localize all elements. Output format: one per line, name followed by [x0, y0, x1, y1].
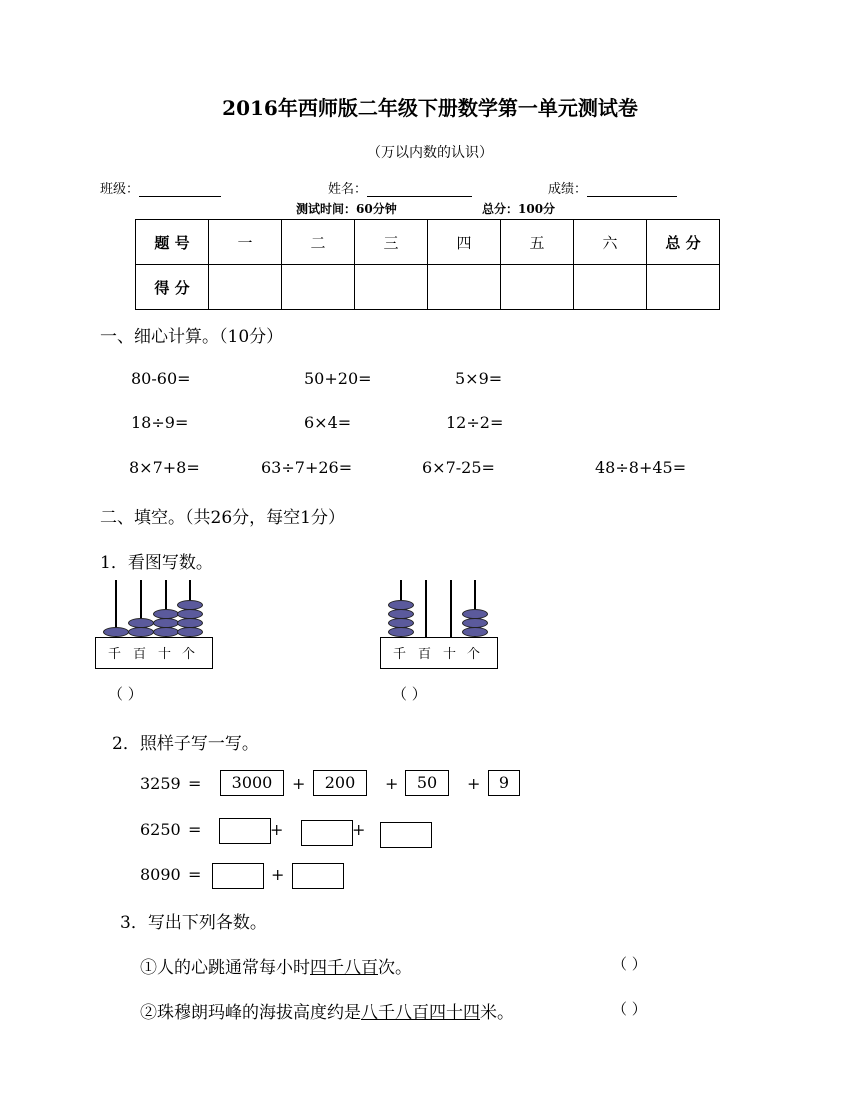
abacus-bead: [462, 627, 488, 637]
question-1: 1．看图写数。: [100, 553, 213, 573]
abacus-rod: [450, 580, 452, 637]
question-3a-end: 次。: [378, 958, 412, 978]
abacus-bead: [153, 609, 179, 619]
calc-item: 50+20=: [304, 369, 372, 388]
place-label: 千: [108, 647, 122, 662]
abacus-bead: [128, 618, 154, 628]
abacus-bead: [128, 627, 154, 637]
abacus-bead: [153, 627, 179, 637]
score-header-cell: 二: [282, 220, 355, 265]
calc-item: 6×4=: [304, 413, 352, 432]
page-subtitle: （万以内数的认识）: [367, 145, 493, 161]
plus-sign: +: [292, 774, 306, 793]
plus-sign: +: [385, 774, 399, 793]
calc-item: 12÷2=: [446, 413, 504, 432]
name-label: 姓名：: [328, 182, 368, 197]
place-label: 百: [418, 647, 432, 662]
score-header-cell: 题 号: [136, 220, 209, 265]
question-3b-end: 米。: [480, 1003, 514, 1023]
score-cell: [209, 265, 282, 310]
score-cell: [282, 265, 355, 310]
score-label: 成绩：: [548, 182, 588, 197]
score-table-header-row: [136, 220, 720, 265]
abacus-bead: [103, 627, 129, 637]
score-header-cell: 一: [209, 220, 282, 265]
score-table-score-row: [136, 265, 720, 310]
calc-item: 8×7+8=: [129, 458, 200, 477]
place-label: 千: [393, 647, 407, 662]
example-part-box: 3000: [220, 770, 284, 796]
class-blank: [139, 183, 221, 197]
abacus-bead: [177, 627, 203, 637]
score-header-cell: 总 分: [647, 220, 720, 265]
question-3: 3．写出下列各数。: [120, 913, 267, 933]
question-3a: [140, 953, 412, 978]
answer-box[interactable]: [301, 820, 353, 846]
question-3b-underlined: 八千八百四十四: [361, 1003, 480, 1023]
equals-sign: =: [188, 774, 202, 793]
calc-item: 80-60=: [131, 369, 191, 388]
abacus-rod: [425, 580, 427, 637]
equals-sign: =: [188, 820, 202, 839]
abacus-bead: [388, 627, 414, 637]
question-3a-text: ①人的心跳通常每小时: [140, 958, 310, 978]
calc-item: 63÷7+26=: [261, 458, 353, 477]
abacus: [380, 580, 500, 672]
answer-box[interactable]: [292, 863, 344, 889]
score-cell: [428, 265, 501, 310]
question-3b-text: ②珠穆朗玛峰的海拔高度约是: [140, 1003, 361, 1023]
example-number: 3259: [140, 774, 181, 793]
plus-sign: +: [270, 820, 284, 839]
score-field: [548, 178, 677, 197]
score-header-cell: 六: [574, 220, 647, 265]
score-table: [135, 219, 720, 310]
example-part-box: 50: [405, 770, 449, 796]
section1-heading: 一、细心计算。（10分）: [100, 327, 284, 347]
plus-sign: +: [271, 865, 285, 884]
equals-sign: =: [188, 865, 202, 884]
answer-paren: （ ）: [612, 1000, 647, 1018]
score-cell: [647, 265, 720, 310]
abacus-frame: [380, 637, 498, 669]
score-cell: [355, 265, 428, 310]
score-header-cell: 三: [355, 220, 428, 265]
place-label: 个: [467, 647, 481, 662]
abacus-bead: [388, 600, 414, 610]
abacus-bead: [462, 609, 488, 619]
section2-heading: 二、填空。（共26分，每空1分）: [100, 508, 345, 528]
answer-paren: （ ）: [392, 685, 427, 703]
name-field: [328, 178, 472, 197]
place-label: 十: [158, 647, 172, 662]
calc-item: 18÷9=: [131, 413, 189, 432]
calc-item: 6×7-25=: [422, 458, 495, 477]
score-header-cell: 四: [428, 220, 501, 265]
problem-number: 8090: [140, 865, 181, 884]
abacus-bead: [177, 609, 203, 619]
name-blank: [367, 183, 472, 197]
score-cell: [574, 265, 647, 310]
score-header-cell: 五: [501, 220, 574, 265]
answer-box[interactable]: [212, 863, 264, 889]
place-label: 个: [182, 647, 196, 662]
calc-item: 5×9=: [455, 369, 503, 388]
problem-number: 6250: [140, 820, 181, 839]
answer-paren: （ ）: [108, 685, 143, 703]
score-row-label: 得 分: [136, 265, 209, 310]
score-cell: [501, 265, 574, 310]
example-part-box: 200: [313, 770, 367, 796]
answer-paren: （ ）: [612, 955, 647, 973]
calc-item: 48÷8+45=: [595, 458, 687, 477]
example-part-box: 9: [488, 770, 520, 796]
answer-box[interactable]: [219, 818, 271, 844]
question-3a-underlined: 四千八百: [310, 958, 378, 978]
abacus-bead: [177, 600, 203, 610]
page-title: 2016年西师版二年级下册数学第一单元测试卷: [222, 96, 638, 120]
plus-sign: +: [352, 820, 366, 839]
total-score: 总分：100分: [482, 202, 556, 216]
plus-sign: +: [467, 774, 481, 793]
test-time: 测试时间：60分钟: [296, 202, 397, 216]
abacus-bead: [388, 618, 414, 628]
answer-box[interactable]: [380, 822, 432, 848]
class-label: 班级：: [100, 182, 140, 197]
abacus-frame: [95, 637, 213, 669]
question-3b: [140, 998, 514, 1023]
abacus-bead: [153, 618, 179, 628]
abacus-bead: [177, 618, 203, 628]
abacus: [95, 580, 215, 672]
score-blank: [587, 183, 677, 197]
place-label: 百: [133, 647, 147, 662]
place-label: 十: [443, 647, 457, 662]
question-2: 2．照样子写一写。: [112, 734, 259, 754]
class-field: [100, 178, 221, 197]
abacus-bead: [462, 618, 488, 628]
abacus-bead: [388, 609, 414, 619]
